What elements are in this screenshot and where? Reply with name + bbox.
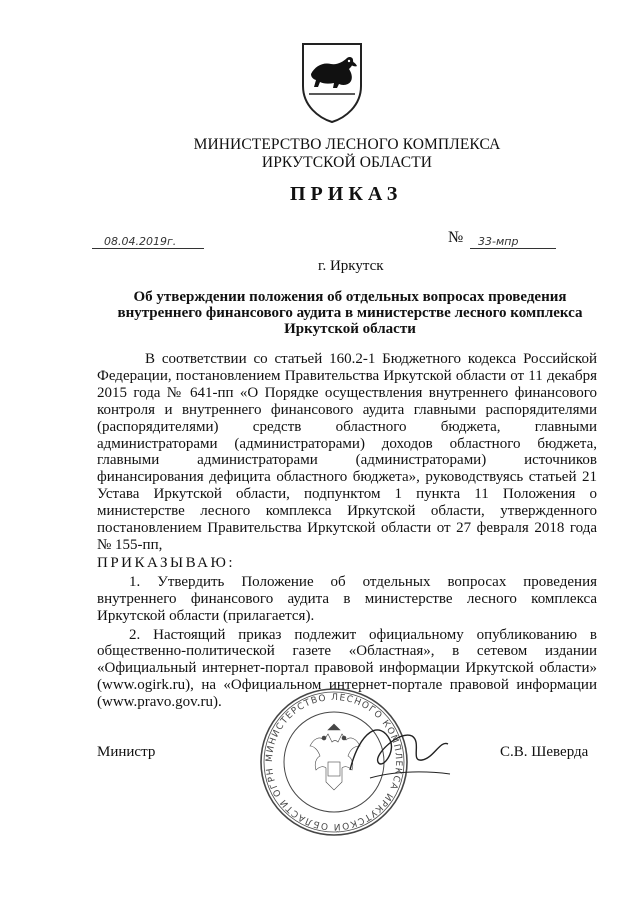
- title-line-1: Об утверждении положения об отдельных вопросах проведения: [133, 289, 567, 305]
- document-body: [97, 351, 597, 711]
- number-value: 33-мпр: [478, 235, 519, 248]
- handwritten-signature: [330, 700, 460, 800]
- signer-name: С.В. Шеверда: [500, 744, 589, 760]
- order-item-1: 1. Утвердить Положение об отдельных вопросах проведения внутреннего финансового аудита в министерстве лесного комплекса Иркутской области (прилагается).: [97, 573, 597, 624]
- document-title: [100, 289, 600, 337]
- date-value: 08.04.2019г.: [104, 235, 177, 248]
- ministry-line-1: МИНИСТЕРСТВО ЛЕСНОГО КОМПЛЕКСА: [193, 136, 501, 153]
- signer-position: Министр: [97, 744, 156, 760]
- order-item-2: 2. Настоящий приказ подлежит официальному опубликованию в общественно-политической газете «Областная», в сетевом издании «Официальный интернет-портал правовой информации Иркутской области» (www.ogirk.ru), на «Официальном интернет-портале правовой информации (www.pravo.gov.ru).: [97, 626, 597, 711]
- title-line-2: внутреннего финансового аудита в министерстве лесного комплекса: [117, 305, 583, 321]
- ministry-name: [0, 136, 640, 172]
- seal-text: МИНИСТЕРСТВО ЛЕСНОГО КОМПЛЕКСА ИРКУТСКОЙ ОБЛАСТИ ОГРН: [264, 692, 404, 832]
- preamble-paragraph: В соответствии со статьей 160.2-1 Бюджетного кодекса Российской Федерации, постановлением Правительства Иркутской области от 11 декабря 2015 года № 641-пп «О Порядке осуществления внутреннего финансового контроля и внутреннего финансового аудита главными распорядителями (распорядителями) средств областного бюджета, главными администраторами (администраторами) доходов областного бюджета, главными администраторами (администраторами) источников финансирования дефицита областного бюджета», руководствуясь статьей 21 Устава Иркутской области, подпунктом 1 пункта 11 Положения о министерстве лесного комплекса Иркутской области, утвержденного постановлением Правительства Иркутской области от 27 февраля 2018 года № 155-пп,: [97, 351, 597, 553]
- number-field: [470, 234, 556, 249]
- date-field: [92, 234, 204, 249]
- order-word: ПРИКАЗЫВАЮ:: [97, 554, 236, 571]
- number-label: №: [448, 229, 464, 246]
- ministry-line-2: ИРКУТСКОЙ ОБЛАСТИ: [261, 154, 433, 171]
- city: г. Иркутск: [318, 258, 384, 274]
- coat-of-arms-icon: [299, 40, 365, 124]
- title-line-3: Иркутской области: [284, 321, 416, 337]
- document-type: ПРИКАЗ: [290, 183, 403, 205]
